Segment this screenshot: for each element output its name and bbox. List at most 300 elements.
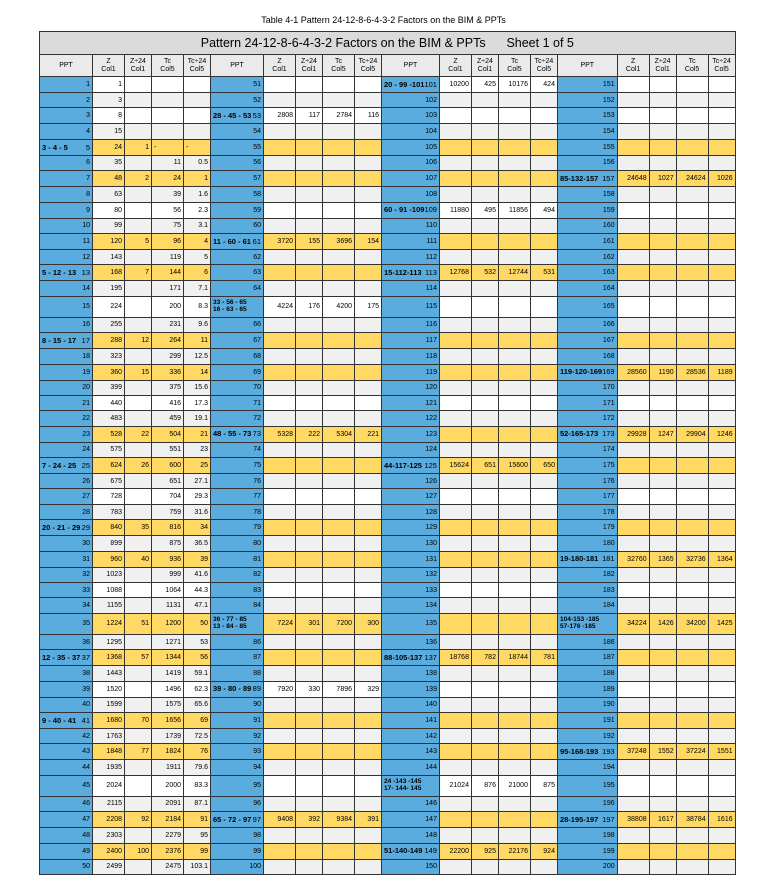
z-div-24 <box>471 728 498 743</box>
tc-div-24: 27.1 <box>184 474 211 489</box>
tc-div-24 <box>708 728 735 743</box>
tc-div-24 <box>708 249 735 264</box>
tc-div-24 <box>708 265 735 281</box>
ppt-cell: 161 <box>557 233 617 249</box>
z-value <box>617 843 649 859</box>
tc-value <box>498 666 530 681</box>
tc-div-24 <box>530 155 557 170</box>
ppt-cell: 63 <box>211 265 264 281</box>
tc-value <box>498 281 530 296</box>
z-value: 1848 <box>93 744 125 760</box>
z-div-24 <box>296 124 323 139</box>
ppt-cell: 91 <box>211 712 264 728</box>
z-value: 2400 <box>93 843 125 859</box>
tc-value <box>676 489 708 504</box>
tc-div-24 <box>530 504 557 519</box>
ppt-cell: 175 <box>557 458 617 474</box>
z-value <box>439 666 471 681</box>
tc-div-24 <box>355 760 382 775</box>
tc-div-24 <box>530 828 557 843</box>
z-value <box>439 108 471 124</box>
ppt-number: 113 <box>425 268 437 278</box>
tc-div-24: 1616 <box>708 812 735 828</box>
ppt-cell: 117 <box>382 333 440 349</box>
ppt-cell: 98 <box>211 828 264 843</box>
tc-div-24 <box>530 108 557 124</box>
ppt-number: 5 <box>85 142 90 152</box>
tc-value <box>498 426 530 442</box>
ppt-cell: 188 <box>557 666 617 681</box>
ppt-cell: 155 <box>557 139 617 155</box>
table-row <box>40 650 736 666</box>
z-div-24 <box>296 504 323 519</box>
ppt-cell: 23 <box>40 426 93 442</box>
table-row <box>40 613 736 634</box>
ppt-cell: 2 <box>40 93 93 108</box>
tc-value: 375 <box>152 380 184 395</box>
ppt-number: 101 <box>424 79 437 89</box>
z-div-24 <box>471 598 498 613</box>
ppt-number: 17 <box>81 335 90 345</box>
tc-div-24 <box>708 108 735 124</box>
z-value: 9408 <box>264 812 296 828</box>
z-value <box>617 634 649 649</box>
z-div-24 <box>649 489 676 504</box>
tc-value <box>676 218 708 233</box>
z-div-24 <box>471 395 498 410</box>
tc-div-24 <box>708 202 735 218</box>
ppt-cell: 129 <box>382 520 440 536</box>
ppt-cell: 164 <box>557 281 617 296</box>
table-row <box>40 697 736 712</box>
tc-div-24 <box>355 139 382 155</box>
column-header: Tc Col5 <box>323 55 355 77</box>
z-value: 1155 <box>93 598 125 613</box>
z-div-24 <box>296 567 323 582</box>
z-value: 143 <box>93 249 125 264</box>
z-value <box>439 551 471 567</box>
tc-div-24 <box>708 760 735 775</box>
z-div-24 <box>125 77 152 93</box>
tc-div-24: 4 <box>184 233 211 249</box>
tc-value <box>323 93 355 108</box>
tc-value <box>676 202 708 218</box>
z-value <box>264 155 296 170</box>
z-div-24 <box>649 124 676 139</box>
tc-div-24: 15.6 <box>184 380 211 395</box>
column-header: Z÷24 Col1 <box>649 55 676 77</box>
z-value <box>439 281 471 296</box>
tc-div-24 <box>530 317 557 332</box>
ppt-label: 85-132-157 <box>559 173 599 183</box>
ppt-cell <box>382 77 440 93</box>
tc-value: 651 <box>152 474 184 489</box>
ppt-cell <box>211 296 264 317</box>
z-div-24 <box>649 583 676 598</box>
ppt-cell <box>382 775 440 796</box>
tc-div-24 <box>355 666 382 681</box>
ppt-number: 169 <box>602 367 615 377</box>
tc-value: 22176 <box>498 843 530 859</box>
z-div-24 <box>649 536 676 551</box>
ppt-cell: 71 <box>211 395 264 410</box>
tc-value: 11856 <box>498 202 530 218</box>
tc-div-24 <box>355 536 382 551</box>
ppt-cell: 151 <box>557 77 617 93</box>
tc-value <box>676 281 708 296</box>
z-div-24 <box>296 265 323 281</box>
ppt-cell: 93 <box>211 744 264 760</box>
tc-value <box>498 859 530 874</box>
z-value: 11880 <box>439 202 471 218</box>
ppt-cell: 156 <box>557 155 617 170</box>
z-value <box>439 349 471 364</box>
table-row <box>40 474 736 489</box>
z-div-24 <box>296 77 323 93</box>
z-div-24 <box>125 489 152 504</box>
ppt-cell: 50 <box>40 859 93 874</box>
tc-div-24: 23 <box>184 442 211 457</box>
ppt-cell: 96 <box>211 796 264 811</box>
tc-div-24 <box>530 712 557 728</box>
ppt-cell: 43 <box>40 744 93 760</box>
ppt-cell: 146 <box>382 796 440 811</box>
z-div-24 <box>649 108 676 124</box>
z-div-24 <box>471 171 498 187</box>
tc-div-24 <box>530 681 557 697</box>
tc-value <box>323 551 355 567</box>
z-div-24 <box>471 828 498 843</box>
tc-value: 24624 <box>676 171 708 187</box>
tc-div-24 <box>530 411 557 426</box>
tc-value <box>676 411 708 426</box>
z-div-24 <box>471 364 498 380</box>
tc-div-24 <box>530 218 557 233</box>
table-row <box>40 712 736 728</box>
z-value: 2208 <box>93 812 125 828</box>
ppt-cell: 163 <box>557 265 617 281</box>
z-value: 15 <box>93 124 125 139</box>
table-row <box>40 155 736 170</box>
tc-div-24: 50 <box>184 613 211 634</box>
tc-div-24: 650 <box>530 458 557 474</box>
z-div-24: 1247 <box>649 426 676 442</box>
z-div-24 <box>296 775 323 796</box>
tc-div-24 <box>708 395 735 410</box>
tc-div-24: 424 <box>530 77 557 93</box>
tc-value: 2376 <box>152 843 184 859</box>
z-div-24 <box>125 218 152 233</box>
z-value: 18768 <box>439 650 471 666</box>
ppt-number: 97 <box>252 814 261 824</box>
ppt-cell: 57 <box>211 171 264 187</box>
z-div-24 <box>125 395 152 410</box>
tc-div-24 <box>708 712 735 728</box>
z-value <box>439 155 471 170</box>
tc-value <box>152 93 184 108</box>
ppt-cell: 80 <box>211 536 264 551</box>
ppt-number: 181 <box>602 554 615 564</box>
ppt-cell: 116 <box>382 317 440 332</box>
z-div-24: 70 <box>125 712 152 728</box>
z-value <box>439 474 471 489</box>
ppt-cell: 20 <box>40 380 93 395</box>
tc-div-24 <box>708 458 735 474</box>
tc-value <box>498 812 530 828</box>
tc-value <box>498 760 530 775</box>
z-value: 2024 <box>93 775 125 796</box>
tc-value: 1739 <box>152 728 184 743</box>
tc-div-24 <box>708 218 735 233</box>
table-row <box>40 551 736 567</box>
z-div-24 <box>125 281 152 296</box>
ppt-cell: 118 <box>382 349 440 364</box>
z-value <box>264 202 296 218</box>
z-div-24 <box>649 281 676 296</box>
z-value <box>617 828 649 843</box>
z-value: 224 <box>93 296 125 317</box>
z-div-24 <box>125 681 152 697</box>
z-div-24 <box>471 187 498 202</box>
tc-value: 1131 <box>152 598 184 613</box>
ppt-number: 89 <box>252 684 261 694</box>
z-value <box>617 760 649 775</box>
z-div-24 <box>471 697 498 712</box>
z-div-24 <box>649 504 676 519</box>
z-div-24 <box>471 812 498 828</box>
z-value <box>617 139 649 155</box>
z-div-24 <box>649 520 676 536</box>
z-div-24 <box>471 567 498 582</box>
ppt-cell: 168 <box>557 349 617 364</box>
z-div-24 <box>471 583 498 598</box>
z-div-24: 57 <box>125 650 152 666</box>
z-value <box>617 411 649 426</box>
tc-div-24 <box>530 349 557 364</box>
tc-value <box>323 458 355 474</box>
z-div-24 <box>296 551 323 567</box>
tc-value <box>676 520 708 536</box>
ppt-cell: 136 <box>382 634 440 649</box>
z-value <box>264 744 296 760</box>
ppt-cell: 100 <box>211 859 264 874</box>
tc-value <box>676 728 708 743</box>
z-value <box>439 364 471 380</box>
ppt-cell: 119 <box>382 364 440 380</box>
tc-value: 32736 <box>676 551 708 567</box>
ppt-cell: 108 <box>382 187 440 202</box>
z-div-24 <box>649 666 676 681</box>
column-header: Tc÷24 Col5 <box>530 55 557 77</box>
table-row <box>40 728 736 743</box>
z-value: 21024 <box>439 775 471 796</box>
ppt-label: 119-120-169 <box>559 367 603 377</box>
ppt-cell: 46 <box>40 796 93 811</box>
tc-value <box>498 296 530 317</box>
tc-div-24 <box>184 124 211 139</box>
ppt-cell: 106 <box>382 155 440 170</box>
ppt-number: 109 <box>424 205 437 215</box>
z-div-24 <box>125 442 152 457</box>
tc-value <box>676 317 708 332</box>
ppt-cell: 177 <box>557 489 617 504</box>
z-value <box>617 265 649 281</box>
ppt-cell: 150 <box>382 859 440 874</box>
tc-value: 1911 <box>152 760 184 775</box>
ppt-cell <box>40 458 93 474</box>
ppt-cell: 187 <box>557 650 617 666</box>
tc-div-24 <box>708 697 735 712</box>
tc-value: 816 <box>152 520 184 536</box>
ppt-cell: 19 <box>40 364 93 380</box>
ppt-cell: 16 <box>40 317 93 332</box>
tc-value <box>323 124 355 139</box>
z-value <box>264 265 296 281</box>
ppt-cell: 135 <box>382 613 440 634</box>
z-value <box>617 583 649 598</box>
ppt-cell: 54 <box>211 124 264 139</box>
tc-div-24 <box>355 202 382 218</box>
z-value <box>617 108 649 124</box>
z-value <box>617 395 649 410</box>
z-div-24: 2 <box>125 171 152 187</box>
tc-div-24 <box>708 124 735 139</box>
z-div-24 <box>125 411 152 426</box>
tc-value <box>498 634 530 649</box>
ppt-cell: 186 <box>557 634 617 649</box>
tc-value <box>676 567 708 582</box>
ppt-cell: 72 <box>211 411 264 426</box>
tc-div-24 <box>530 744 557 760</box>
tc-value <box>676 93 708 108</box>
ppt-cell <box>211 613 264 634</box>
z-div-24 <box>471 712 498 728</box>
ppt-cell: 178 <box>557 504 617 519</box>
z-value <box>439 395 471 410</box>
z-div-24 <box>649 598 676 613</box>
tc-value <box>323 634 355 649</box>
ppt-cell <box>40 333 93 349</box>
ppt-cell: 66 <box>211 317 264 332</box>
z-value <box>439 442 471 457</box>
z-div-24 <box>649 681 676 697</box>
tc-div-24 <box>355 650 382 666</box>
ppt-cell: 102 <box>382 93 440 108</box>
ppt-cell: 189 <box>557 681 617 697</box>
tc-value: 11 <box>152 155 184 170</box>
tc-value <box>676 760 708 775</box>
tc-div-24 <box>708 296 735 317</box>
z-value <box>264 139 296 155</box>
tc-div-24 <box>355 171 382 187</box>
ppt-cell: 112 <box>382 249 440 264</box>
tc-div-24 <box>355 218 382 233</box>
z-value <box>439 828 471 843</box>
z-value: 1443 <box>93 666 125 681</box>
z-value: 38808 <box>617 812 649 828</box>
ppt-cell <box>557 812 617 828</box>
z-div-24: 155 <box>296 233 323 249</box>
z-value <box>264 520 296 536</box>
column-header: Tc÷24 Col5 <box>184 55 211 77</box>
ppt-cell: 114 <box>382 281 440 296</box>
tc-div-24 <box>355 567 382 582</box>
tc-div-24: 175 <box>355 296 382 317</box>
z-value: 1088 <box>93 583 125 598</box>
z-div-24 <box>471 333 498 349</box>
ppt-label: 60 - 91 -109 <box>384 205 425 215</box>
ppt-cell: 87 <box>211 650 264 666</box>
z-value <box>617 233 649 249</box>
z-div-24 <box>296 712 323 728</box>
tc-div-24: 329 <box>355 681 382 697</box>
tc-div-24 <box>708 139 735 155</box>
table-row <box>40 139 736 155</box>
tc-value: 2091 <box>152 796 184 811</box>
z-div-24: 92 <box>125 812 152 828</box>
z-div-24 <box>649 474 676 489</box>
tc-value <box>323 666 355 681</box>
table-row <box>40 666 736 681</box>
tc-value <box>498 187 530 202</box>
ppt-cell: 94 <box>211 760 264 775</box>
z-div-24: 222 <box>296 426 323 442</box>
ppt-number: 137 <box>424 652 437 662</box>
tc-div-24 <box>530 249 557 264</box>
z-div-24: 35 <box>125 520 152 536</box>
z-div-24 <box>649 634 676 649</box>
tc-value: 1496 <box>152 681 184 697</box>
tc-div-24 <box>530 634 557 649</box>
z-value <box>439 536 471 551</box>
tc-div-24: 87.1 <box>184 796 211 811</box>
z-value <box>264 634 296 649</box>
tc-value <box>323 380 355 395</box>
tc-div-24: 221 <box>355 426 382 442</box>
tc-value <box>323 504 355 519</box>
tc-div-24: 103.1 <box>184 859 211 874</box>
column-header: PPT <box>382 55 440 77</box>
z-div-24 <box>471 380 498 395</box>
z-div-24 <box>649 93 676 108</box>
ppt-cell: 11 <box>40 233 93 249</box>
tc-div-24: 83.3 <box>184 775 211 796</box>
z-value <box>617 796 649 811</box>
ppt-cell: 143 <box>382 744 440 760</box>
tc-value <box>498 395 530 410</box>
tc-value <box>676 796 708 811</box>
tc-value <box>498 124 530 139</box>
z-div-24 <box>296 249 323 264</box>
tc-value <box>323 249 355 264</box>
z-value <box>264 395 296 410</box>
ppt-cell: 142 <box>382 728 440 743</box>
ppt-cell: 60 <box>211 218 264 233</box>
tc-value: 2000 <box>152 775 184 796</box>
ppt-cell: 68 <box>211 349 264 364</box>
ppt-cell: 199 <box>557 843 617 859</box>
z-div-24 <box>125 317 152 332</box>
tc-div-24: 59.1 <box>184 666 211 681</box>
z-div-24 <box>125 567 152 582</box>
z-value: 288 <box>93 333 125 349</box>
ppt-label: 11 - 60 - 61 <box>213 236 251 246</box>
z-div-24 <box>649 349 676 364</box>
ppt-cell <box>557 426 617 442</box>
z-div-24 <box>471 504 498 519</box>
title-text: Pattern 24-12-8-6-4-3-2 Factors on the BIM & PPTs <box>200 35 486 50</box>
z-value <box>439 598 471 613</box>
